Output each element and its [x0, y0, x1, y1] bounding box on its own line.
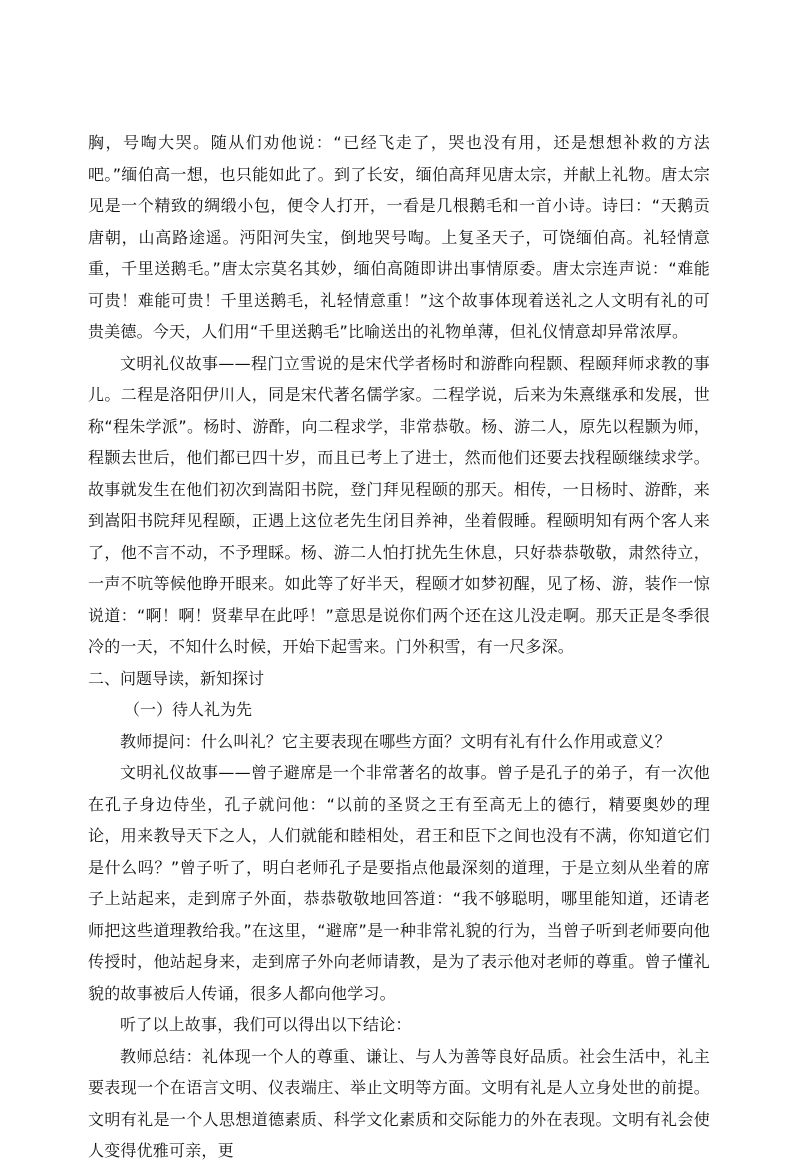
paragraph-story-cheng-men-li-xue: 文明礼仪故事——程门立雪说的是宋代学者杨时和游酢向程颢、程颐拜师求教的事儿。二程是洛阳伊川人，同是宋代著名儒学家。二程学说，后来为朱熹继承和发展，世称“程朱学派”。杨时、游酢，向二程求学，非常恭敬。杨、游二人，原先以程颢为师，程颢去世后，他们都已四十岁，而且已考上了进士，然而他们还要去找程颐继续求学。故事就发生在他们初次到嵩阳书院，登门拜见程颐的那天。相传，一日杨时、游酢，来到嵩阳书院拜见程颐，正遇上这位老先生闭目养神，坐着假睡。程颐明知有两个客人来了，他不言不动，不予理睬。杨、游二人怕打扰先生休息，只好恭恭敬敬，肃然待立，一声不吭等候他睁开眼来。如此等了好半天，程颐才如梦初醒，见了杨、游，装作一惊说道：“啊！啊！贤辈早在此呼！”意思是说你们两个还在这儿没走啊。那天正是冬季很冷的一天，不知什么时候，开始下起雪来。门外积雪，有一尺多深。 — [88, 353, 710, 656]
document-page — [88, 127, 710, 1167]
paragraph-teacher-summary: 教师总结：礼体现一个人的尊重、谦让、与人为善等良好品质。社会生活中，礼主要表现一个在语言文明、仪表端庄、举止文明等方面。文明有礼是人立身处世的前提。文明有礼是一个人思想道德素质、科学文化素质和交际能力的外在表现。文明有礼会使人变得优雅可亲，更 — [88, 1046, 710, 1160]
paragraph-story-zengzi-bi-xi: 文明礼仪故事——曾子避席是一个非常著名的故事。曾子是孔子的弟子，有一次他在孔子身边侍坐，孔子就问他：“以前的圣贤之王有至高无上的德行，精要奥妙的理论，用来教导天下之人，人们就能和睦相处，君王和臣下之间也没有不满，你知道它们是什么吗？”曾子听了，明白老师孔子是要指点他最深刻的道理，于是立刻从坐着的席子上站起来，走到席子外面，恭恭敬敬地回答道：“我不够聪明，哪里能知道，还请老师把这些道理教给我。”在这里，“避席”是一种非常礼貌的行为，当曾子听到老师要向他传授时，他站起身来，走到席子外向老师请教，是为了表示他对老师的尊重。曾子懂礼貌的故事被后人传诵，很多人都向他学习。 — [88, 763, 710, 1003]
section-heading: 二、问题导读，新知探讨 — [88, 668, 265, 688]
paragraph-story-goose-feather: 胸，号啕大哭。随从们劝他说：“已经飞走了，哭也没有用，还是想想补救的方法吧。”缅伯高一想，也只能如此了。到了长安，缅伯高拜见唐太宗，并献上礼物。唐太宗见是一个精致的绸缎小包，便令人打开，一看是几根鹅毛和一首小诗。诗曰：“天鹅贡唐朝，山高路途遥。沔阳河失宝，倒地哭号啕。上复圣天子，可饶缅伯高。礼轻情意重，千里送鹅毛。”唐太宗莫名其妙，缅伯高随即讲出事情原委。唐太宗连声说：“难能可贵！难能可贵！千里送鹅毛，礼轻情意重！”这个故事体现着送礼之人文明有礼的可贵美德。今天，人们用“千里送鹅毛”比喻送出的礼物单薄，但礼仪情意却异常浓厚。 — [88, 133, 710, 341]
paragraph-teacher-question: 教师提问：什么叫礼？它主要表现在哪些方面？文明有礼有什么作用或意义？ — [120, 731, 671, 751]
paragraph-conclusion-intro: 听了以上故事，我们可以得出以下结论： — [120, 1015, 412, 1034]
subsection-heading: （一）待人礼为先 — [124, 700, 253, 719]
